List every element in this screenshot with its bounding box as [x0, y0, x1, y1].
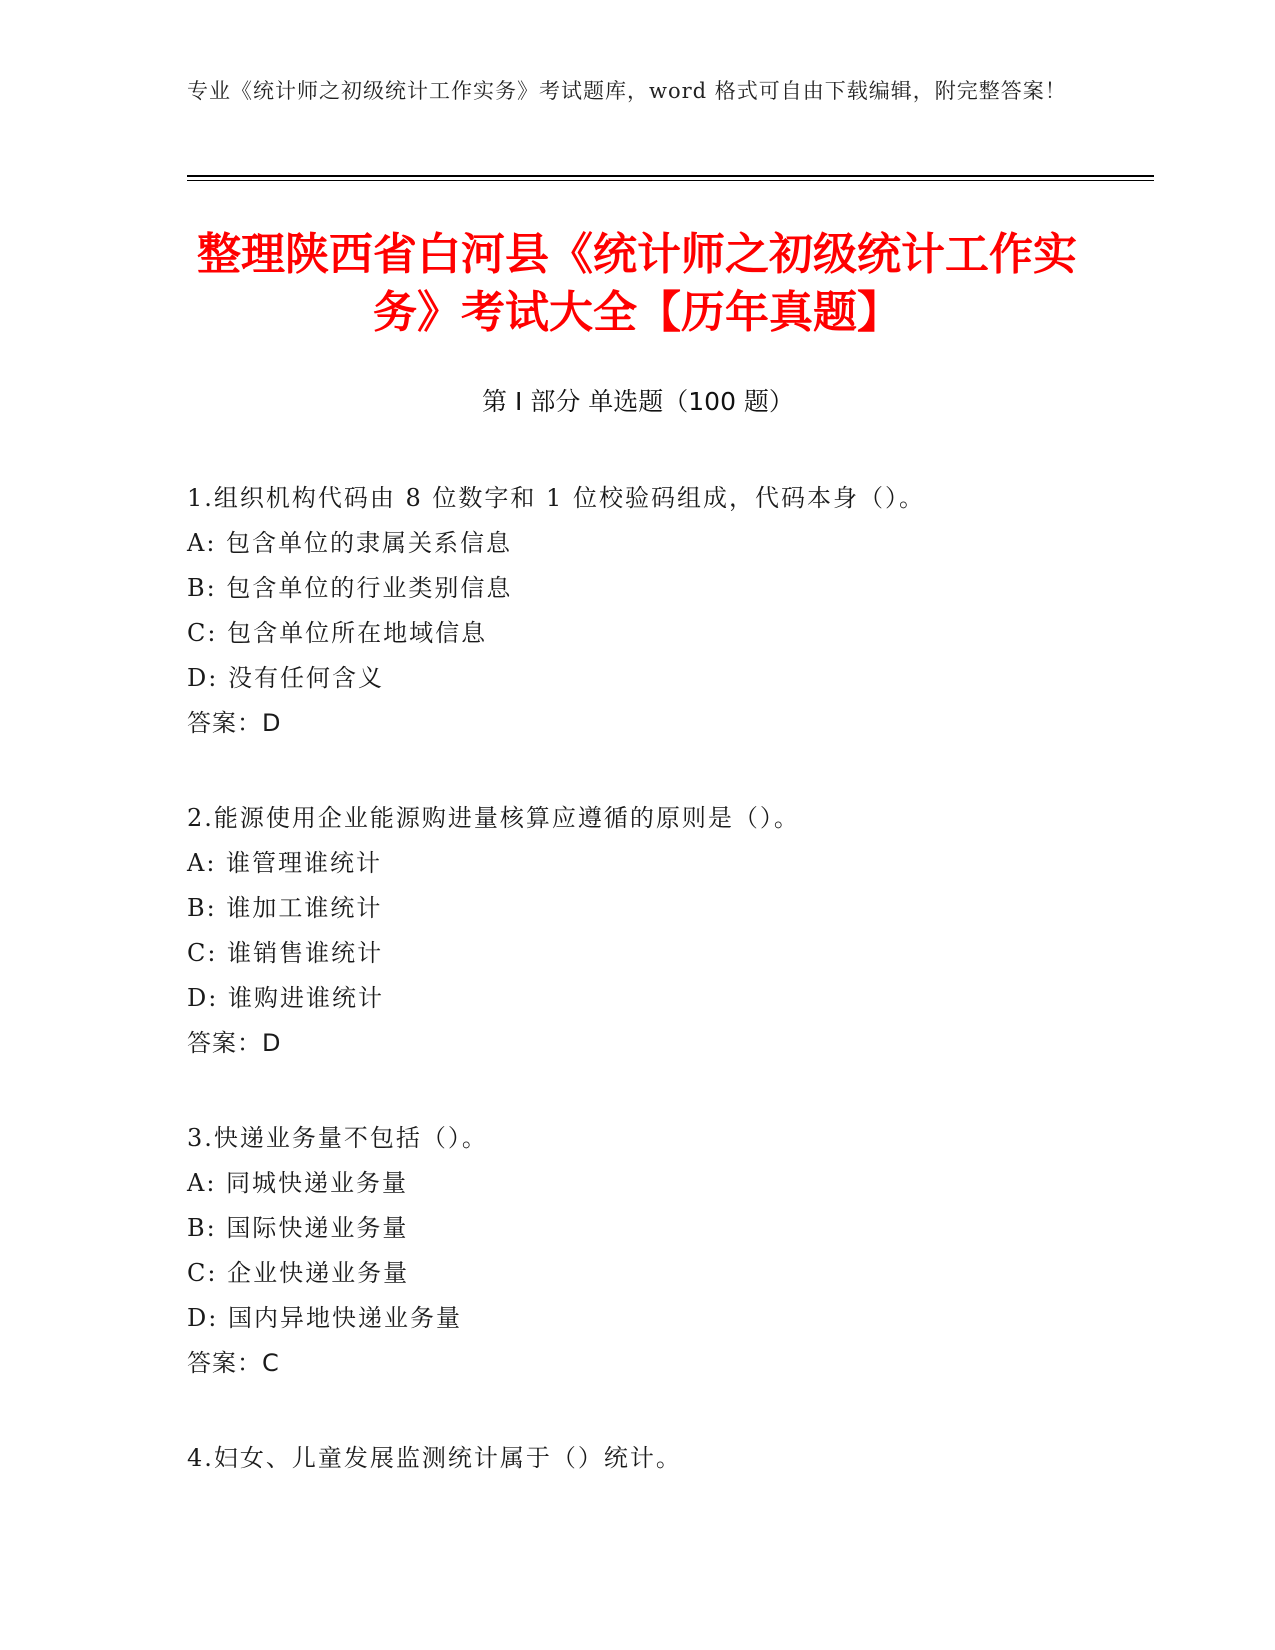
document-title: 整理陕西省白河县《统计师之初级统计工作实务》考试大全【历年真题】 [197, 229, 1077, 338]
header-divider-thick [187, 175, 1154, 177]
question-spacer [187, 746, 1137, 796]
option-d: D: 国内异地快递业务量 [187, 1304, 462, 1332]
answer-key: 答案：C [187, 1349, 280, 1377]
option-b: B: 国际快递业务量 [187, 1214, 409, 1242]
option-d: D: 没有任何含义 [187, 664, 384, 692]
option-c: C: 谁销售谁统计 [187, 939, 384, 967]
question-1 [187, 476, 1137, 746]
question-2 [187, 796, 1137, 1066]
option-a: A: 包含单位的隶属关系信息 [187, 529, 513, 557]
option-a: A: 谁管理谁统计 [187, 849, 383, 877]
answer-key: 答案：D [187, 709, 282, 737]
option-b: B: 谁加工谁统计 [187, 894, 383, 922]
header-note: 专业《统计师之初级统计工作实务》考试题库，word 格式可自由下载编辑，附完整答案！ [187, 79, 1067, 103]
answer-key: 答案：D [187, 1029, 282, 1057]
option-c: C: 企业快递业务量 [187, 1259, 410, 1287]
question-stem: 1.组织机构代码由 8 位数字和 1 位校验码组成，代码本身（）。 [187, 484, 925, 512]
option-c: C: 包含单位所在地域信息 [187, 619, 488, 647]
question-stem: 3.快递业务量不包括（）。 [187, 1124, 488, 1152]
option-a: A: 同城快递业务量 [187, 1169, 409, 1197]
option-b: B: 包含单位的行业类别信息 [187, 574, 513, 602]
question-3 [187, 1116, 1137, 1386]
question-4 [187, 1436, 1137, 1481]
option-d: D: 谁购进谁统计 [187, 984, 384, 1012]
question-list [187, 476, 1137, 1481]
question-spacer [187, 1386, 1137, 1436]
question-stem: 4.妇女、儿童发展监测统计属于（）统计。 [187, 1444, 682, 1472]
question-stem: 2.能源使用企业能源购进量核算应遵循的原则是（）。 [187, 804, 800, 832]
header-divider-thin [187, 180, 1154, 181]
question-spacer [187, 1066, 1137, 1116]
section-heading: 第 I 部分 单选题（100 题） [482, 387, 794, 416]
